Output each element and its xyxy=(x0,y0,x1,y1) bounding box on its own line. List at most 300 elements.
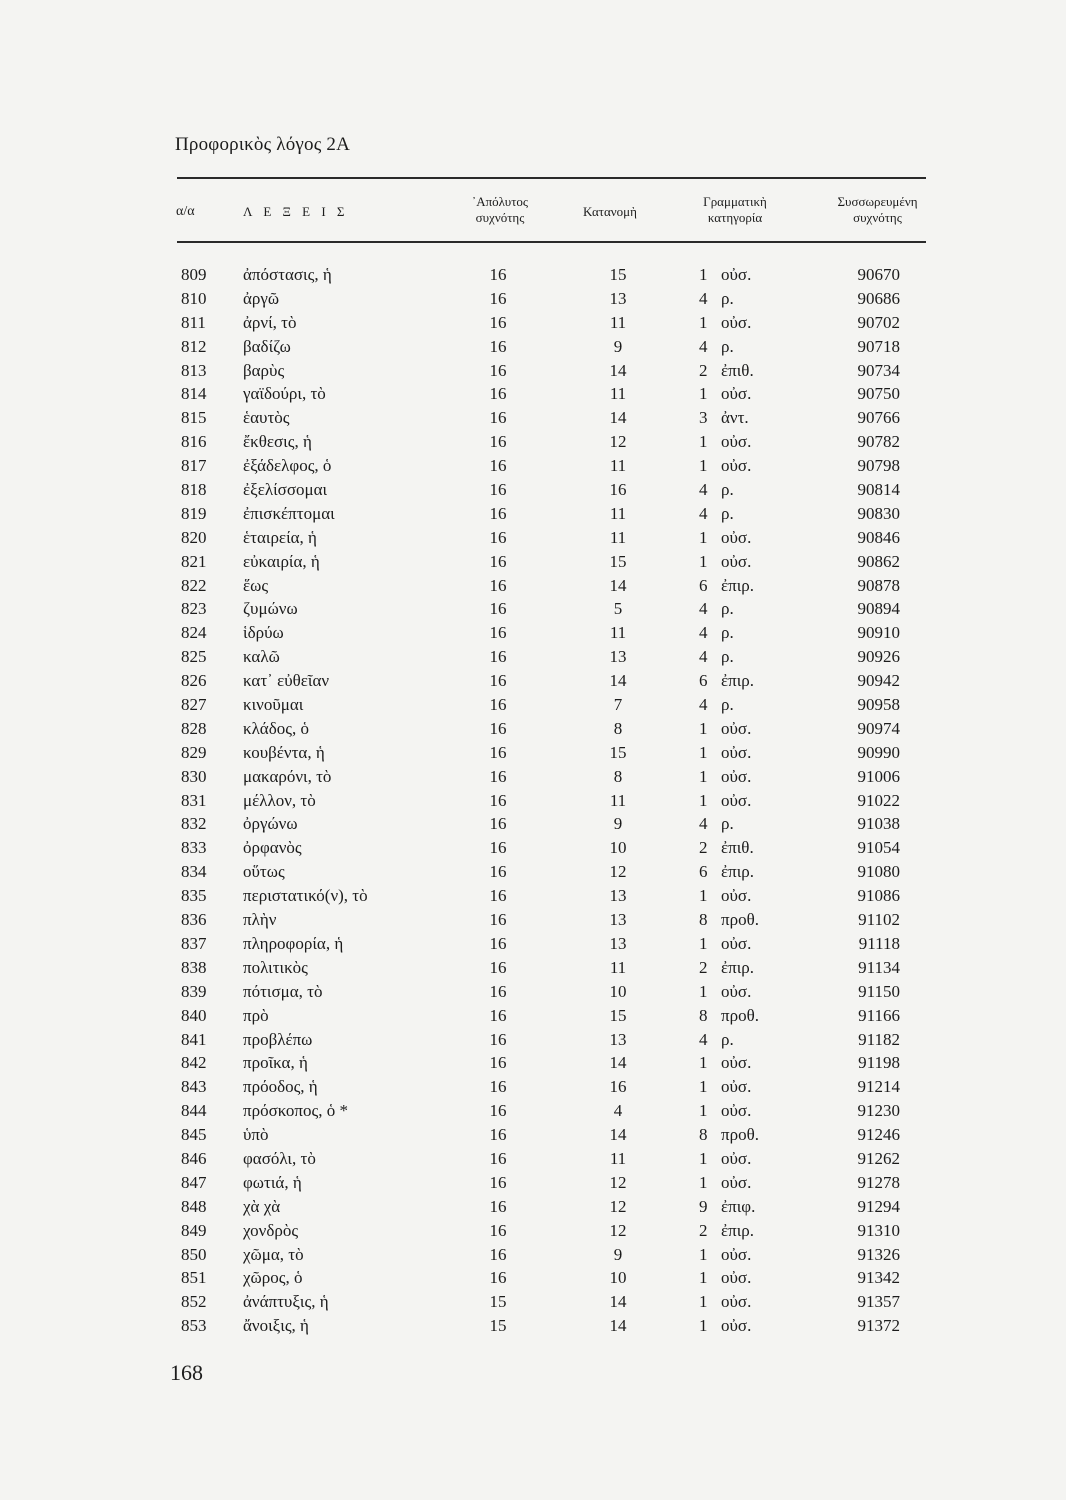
row-word: πρόσκοπος, ὁ * xyxy=(243,1101,348,1121)
table-row xyxy=(0,1147,1066,1171)
row-category: οὐσ. xyxy=(721,1148,752,1168)
row-category-code: 1 xyxy=(699,1316,708,1336)
row-category: προθ. xyxy=(721,1005,759,1025)
top-rule xyxy=(177,177,926,179)
column-header-words: Λ Ε Ξ Ε Ι Σ xyxy=(243,204,349,219)
row-word: ἔκθεσις, ἡ xyxy=(243,432,312,452)
row-cumulative-frequency: 90766 xyxy=(857,408,900,428)
row-cumulative-frequency: 91198 xyxy=(858,1053,900,1073)
row-absolute-frequency: 15 xyxy=(489,1316,507,1336)
row-cumulative-frequency: 90686 xyxy=(857,288,900,308)
row-cumulative-frequency: 90670 xyxy=(857,265,900,284)
row-absolute-frequency: 16 xyxy=(489,575,507,595)
row-cumulative-frequency: 91150 xyxy=(858,981,900,1001)
table-row xyxy=(0,693,1066,717)
table-row xyxy=(0,597,1066,621)
row-word: εὐκαιρία, ἡ xyxy=(243,551,320,571)
row-absolute-frequency: 16 xyxy=(489,336,507,356)
row-category: ρ. xyxy=(721,623,734,643)
row-index: 810 xyxy=(181,288,207,308)
row-distribution: 15 xyxy=(609,742,627,762)
table-row xyxy=(0,550,1066,574)
row-index: 838 xyxy=(181,957,207,977)
row-distribution: 14 xyxy=(609,360,627,380)
row-distribution: 11 xyxy=(609,1148,627,1168)
row-index: 842 xyxy=(181,1053,207,1073)
row-category-code: 4 xyxy=(699,480,708,500)
row-cumulative-frequency: 91278 xyxy=(857,1172,900,1192)
row-index: 817 xyxy=(181,456,207,476)
table-row xyxy=(0,1123,1066,1147)
row-absolute-frequency: 16 xyxy=(489,695,507,715)
row-index: 816 xyxy=(181,432,207,452)
column-header-absolute-frequency xyxy=(440,194,560,226)
row-distribution: 11 xyxy=(609,312,627,332)
row-distribution: 11 xyxy=(609,384,627,404)
row-distribution: 13 xyxy=(609,886,627,906)
row-category-code: 1 xyxy=(699,1292,708,1312)
row-category: οὐσ. xyxy=(721,432,752,452)
row-cumulative-frequency: 91102 xyxy=(858,910,900,930)
row-cumulative-frequency: 90734 xyxy=(857,360,900,380)
row-cumulative-frequency: 90878 xyxy=(857,575,900,595)
row-category: οὐσ. xyxy=(721,766,752,786)
table-row xyxy=(0,287,1066,311)
row-distribution: 12 xyxy=(609,1196,627,1216)
row-absolute-frequency: 16 xyxy=(489,766,507,786)
row-category: οὐσ. xyxy=(721,1268,752,1288)
row-word: χονδρὸς xyxy=(243,1220,299,1240)
row-word: κλάδος, ὁ xyxy=(243,718,309,738)
row-cumulative-frequency: 90846 xyxy=(857,527,900,547)
row-category: ρ. xyxy=(721,814,734,834)
row-distribution: 11 xyxy=(609,957,627,977)
row-index: 846 xyxy=(181,1148,207,1168)
row-cumulative-frequency: 91310 xyxy=(857,1220,900,1240)
table-row xyxy=(0,263,1066,287)
row-category-code: 1 xyxy=(699,766,708,786)
table-row xyxy=(0,836,1066,860)
row-cumulative-frequency: 91054 xyxy=(857,838,900,858)
row-category: προθ. xyxy=(721,910,759,930)
row-cumulative-frequency: 91006 xyxy=(857,766,900,786)
row-index: 831 xyxy=(181,790,207,810)
row-absolute-frequency: 16 xyxy=(489,814,507,834)
row-index: 853 xyxy=(181,1316,207,1336)
row-distribution: 5 xyxy=(613,599,623,619)
row-distribution: 8 xyxy=(613,766,623,786)
row-index: 839 xyxy=(181,981,207,1001)
row-absolute-frequency: 16 xyxy=(489,671,507,691)
row-category-code: 4 xyxy=(699,814,708,834)
row-word: κουβέντα, ἡ xyxy=(243,742,325,762)
row-absolute-frequency: 16 xyxy=(489,360,507,380)
table-row xyxy=(0,1051,1066,1075)
row-index: 830 xyxy=(181,766,207,786)
row-category-code: 4 xyxy=(699,695,708,715)
row-category-code: 1 xyxy=(699,1077,708,1097)
row-absolute-frequency: 16 xyxy=(489,1268,507,1288)
frequency-table-body xyxy=(0,263,1066,1338)
table-row xyxy=(0,908,1066,932)
row-cumulative-frequency: 91118 xyxy=(858,933,900,953)
row-index: 824 xyxy=(181,623,207,643)
column-header-cumulative-frequency xyxy=(815,194,940,226)
row-word: ἀπόστασις, ἡ xyxy=(243,265,332,284)
row-word: πρόοδος, ἡ xyxy=(243,1077,318,1097)
row-category-code: 6 xyxy=(699,575,708,595)
row-word: περιστατικό(ν), τὸ xyxy=(243,886,368,906)
row-cumulative-frequency: 91038 xyxy=(857,814,900,834)
row-absolute-frequency: 16 xyxy=(489,1172,507,1192)
row-index: 835 xyxy=(181,886,207,906)
row-category-code: 1 xyxy=(699,790,708,810)
table-row xyxy=(0,574,1066,598)
row-cumulative-frequency: 91214 xyxy=(857,1077,900,1097)
row-category-code: 1 xyxy=(699,933,708,953)
row-index: 825 xyxy=(181,647,207,667)
row-category-code: 1 xyxy=(699,265,708,284)
row-category: οὐσ. xyxy=(721,1244,752,1264)
row-category: ἐπιφ. xyxy=(721,1196,756,1216)
row-category: οὐσ. xyxy=(721,456,752,476)
row-category: ρ. xyxy=(721,647,734,667)
row-cumulative-frequency: 90958 xyxy=(857,695,900,715)
column-header-grammatical-category xyxy=(670,194,800,226)
row-word: ἐπισκέπτομαι xyxy=(243,503,335,523)
row-cumulative-frequency: 91294 xyxy=(857,1196,900,1216)
table-row xyxy=(0,1195,1066,1219)
row-distribution: 12 xyxy=(609,1220,627,1240)
row-word: ἀνάπτυξις, ἡ xyxy=(243,1292,329,1312)
row-word: χὰ χὰ xyxy=(243,1196,281,1216)
row-category: οὐσ. xyxy=(721,1292,752,1312)
row-absolute-frequency: 16 xyxy=(489,503,507,523)
row-category-code: 4 xyxy=(699,288,708,308)
row-distribution: 14 xyxy=(609,1316,627,1336)
row-distribution: 10 xyxy=(609,1268,627,1288)
row-distribution: 13 xyxy=(609,647,627,667)
row-absolute-frequency: 16 xyxy=(489,718,507,738)
row-category: προθ. xyxy=(721,1125,759,1145)
row-absolute-frequency: 16 xyxy=(489,1196,507,1216)
row-index: 815 xyxy=(181,408,207,428)
column-header-grammatical-line1: Γραμματικὴ xyxy=(703,194,767,209)
row-distribution: 11 xyxy=(609,527,627,547)
row-category: οὐσ. xyxy=(721,265,752,284)
row-absolute-frequency: 16 xyxy=(489,265,507,284)
row-distribution: 12 xyxy=(609,1172,627,1192)
row-category-code: 2 xyxy=(699,1220,708,1240)
row-category: οὐσ. xyxy=(721,1172,752,1192)
row-category-code: 8 xyxy=(699,1005,708,1025)
row-distribution: 13 xyxy=(609,933,627,953)
row-absolute-frequency: 16 xyxy=(489,957,507,977)
row-category: οὐσ. xyxy=(721,1077,752,1097)
row-cumulative-frequency: 90974 xyxy=(857,718,900,738)
table-row xyxy=(0,406,1066,430)
row-cumulative-frequency: 90926 xyxy=(857,647,900,667)
row-distribution: 11 xyxy=(609,623,627,643)
row-index: 822 xyxy=(181,575,207,595)
table-row xyxy=(0,1219,1066,1243)
row-absolute-frequency: 16 xyxy=(489,1244,507,1264)
row-index: 811 xyxy=(181,312,206,332)
row-distribution: 12 xyxy=(609,862,627,882)
row-index: 844 xyxy=(181,1101,207,1121)
row-distribution: 9 xyxy=(613,1244,623,1264)
column-header-absolute-line2: συχνότης xyxy=(475,210,525,225)
row-distribution: 16 xyxy=(609,480,627,500)
row-cumulative-frequency: 90750 xyxy=(857,384,900,404)
row-category-code: 4 xyxy=(699,647,708,667)
row-word: βαδίζω xyxy=(243,336,291,356)
row-index: 823 xyxy=(181,599,207,619)
row-category: ἐπιρ. xyxy=(721,957,755,977)
row-category-code: 2 xyxy=(699,360,708,380)
row-absolute-frequency: 16 xyxy=(489,742,507,762)
table-row xyxy=(0,1075,1066,1099)
table-row xyxy=(0,1171,1066,1195)
row-index: 820 xyxy=(181,527,207,547)
row-category-code: 1 xyxy=(699,1148,708,1168)
row-word: χῶρος, ὁ xyxy=(243,1268,303,1288)
row-category-code: 4 xyxy=(699,336,708,356)
row-category-code: 1 xyxy=(699,1053,708,1073)
row-word: μέλλον, τὸ xyxy=(243,790,316,810)
row-index: 849 xyxy=(181,1220,207,1240)
row-index: 843 xyxy=(181,1077,207,1097)
row-category-code: 1 xyxy=(699,1268,708,1288)
row-absolute-frequency: 16 xyxy=(489,647,507,667)
table-row xyxy=(0,645,1066,669)
row-category: ἐπιρ. xyxy=(721,671,755,691)
row-absolute-frequency: 16 xyxy=(489,838,507,858)
row-distribution: 11 xyxy=(609,790,627,810)
row-distribution: 15 xyxy=(609,551,627,571)
row-category-code: 6 xyxy=(699,671,708,691)
table-row xyxy=(0,789,1066,813)
table-row xyxy=(0,526,1066,550)
table-row xyxy=(0,430,1066,454)
row-distribution: 14 xyxy=(609,408,627,428)
row-distribution: 13 xyxy=(609,288,627,308)
row-category: ρ. xyxy=(721,695,734,715)
row-index: 813 xyxy=(181,360,207,380)
row-word: πολιτικὸς xyxy=(243,957,308,977)
row-cumulative-frequency: 91326 xyxy=(857,1244,900,1264)
row-category: οὐσ. xyxy=(721,1053,752,1073)
row-cumulative-frequency: 90702 xyxy=(857,312,900,332)
row-absolute-frequency: 16 xyxy=(489,862,507,882)
row-word: πρὸ xyxy=(243,1005,269,1025)
row-category-code: 1 xyxy=(699,384,708,404)
row-distribution: 12 xyxy=(609,432,627,452)
row-word: ἐξάδελφος, ὁ xyxy=(243,456,332,476)
row-word: καλῶ xyxy=(243,647,280,667)
row-absolute-frequency: 16 xyxy=(489,1125,507,1145)
row-absolute-frequency: 16 xyxy=(489,456,507,476)
row-absolute-frequency: 16 xyxy=(489,1005,507,1025)
row-cumulative-frequency: 90894 xyxy=(857,599,900,619)
row-word: πλὴν xyxy=(243,910,277,930)
table-row xyxy=(0,812,1066,836)
row-category-code: 1 xyxy=(699,886,708,906)
row-category: οὐσ. xyxy=(721,790,752,810)
row-absolute-frequency: 16 xyxy=(489,933,507,953)
row-absolute-frequency: 16 xyxy=(489,599,507,619)
row-distribution: 10 xyxy=(609,838,627,858)
table-row xyxy=(0,1314,1066,1338)
row-index: 840 xyxy=(181,1005,207,1025)
row-category: ἐπιθ. xyxy=(721,838,754,858)
row-category-code: 1 xyxy=(699,527,708,547)
row-absolute-frequency: 16 xyxy=(489,623,507,643)
row-word: οὕτως xyxy=(243,862,285,882)
row-category: ρ. xyxy=(721,480,734,500)
row-absolute-frequency: 16 xyxy=(489,1077,507,1097)
row-absolute-frequency: 16 xyxy=(489,1220,507,1240)
row-cumulative-frequency: 91246 xyxy=(857,1125,900,1145)
row-absolute-frequency: 16 xyxy=(489,1029,507,1049)
row-word: πότισμα, τὸ xyxy=(243,981,323,1001)
table-row xyxy=(0,478,1066,502)
row-distribution: 13 xyxy=(609,910,627,930)
row-cumulative-frequency: 91182 xyxy=(858,1029,900,1049)
row-index: 836 xyxy=(181,910,207,930)
table-row xyxy=(0,454,1066,478)
row-category: ἐπιθ. xyxy=(721,360,754,380)
row-category: οὐσ. xyxy=(721,384,752,404)
table-row xyxy=(0,669,1066,693)
row-cumulative-frequency: 91022 xyxy=(857,790,900,810)
row-distribution: 15 xyxy=(609,1005,627,1025)
row-category-code: 4 xyxy=(699,623,708,643)
row-index: 841 xyxy=(181,1029,207,1049)
row-word: ζυμώνω xyxy=(243,599,298,619)
row-category-code: 1 xyxy=(699,551,708,571)
row-index: 809 xyxy=(181,265,207,284)
row-cumulative-frequency: 91166 xyxy=(858,1005,900,1025)
row-absolute-frequency: 16 xyxy=(489,790,507,810)
row-category-code: 1 xyxy=(699,312,708,332)
row-distribution: 4 xyxy=(613,1101,623,1121)
row-word: γαϊδούρι, τὸ xyxy=(243,384,326,404)
row-category-code: 1 xyxy=(699,456,708,476)
row-index: 814 xyxy=(181,384,207,404)
table-row xyxy=(0,765,1066,789)
table-row xyxy=(0,1028,1066,1052)
row-index: 832 xyxy=(181,814,207,834)
row-word: ἐξελίσσομαι xyxy=(243,480,328,500)
row-distribution: 11 xyxy=(609,456,627,476)
row-category: οὐσ. xyxy=(721,527,752,547)
table-row xyxy=(0,382,1066,406)
row-category-code: 1 xyxy=(699,742,708,762)
row-cumulative-frequency: 90718 xyxy=(857,336,900,356)
row-category: ἀντ. xyxy=(721,408,749,428)
row-absolute-frequency: 16 xyxy=(489,910,507,930)
row-index: 848 xyxy=(181,1196,207,1216)
table-row xyxy=(0,1099,1066,1123)
row-distribution: 9 xyxy=(613,336,623,356)
row-distribution: 14 xyxy=(609,1125,627,1145)
row-word: προῖκα, ἡ xyxy=(243,1053,308,1073)
row-word: ἀργῶ xyxy=(243,288,280,308)
table-row xyxy=(0,1004,1066,1028)
row-word: βαρὺς xyxy=(243,360,285,380)
row-word: ἑταιρεία, ἡ xyxy=(243,527,317,547)
row-distribution: 13 xyxy=(609,1029,627,1049)
table-row xyxy=(0,956,1066,980)
row-category-code: 9 xyxy=(699,1196,708,1216)
column-header-distribution: Κατανομὴ xyxy=(583,204,637,219)
row-cumulative-frequency: 91262 xyxy=(857,1148,900,1168)
row-cumulative-frequency: 90910 xyxy=(857,623,900,643)
row-cumulative-frequency: 91230 xyxy=(857,1101,900,1121)
table-row xyxy=(0,717,1066,741)
row-absolute-frequency: 16 xyxy=(489,527,507,547)
row-absolute-frequency: 16 xyxy=(489,1101,507,1121)
row-category: ἐπιρ. xyxy=(721,862,755,882)
row-category: οὐσ. xyxy=(721,981,752,1001)
row-category-code: 4 xyxy=(699,503,708,523)
row-category: οὐσ. xyxy=(721,1316,752,1336)
row-index: 819 xyxy=(181,503,207,523)
row-index: 837 xyxy=(181,933,207,953)
row-category: οὐσ. xyxy=(721,1101,752,1121)
row-word: ὀρφανὸς xyxy=(243,838,302,858)
row-distribution: 11 xyxy=(609,503,627,523)
row-category: οὐσ. xyxy=(721,551,752,571)
row-absolute-frequency: 16 xyxy=(489,981,507,1001)
row-index: 818 xyxy=(181,480,207,500)
row-category: οὐσ. xyxy=(721,312,752,332)
row-category: οὐσ. xyxy=(721,742,752,762)
table-row xyxy=(0,884,1066,908)
header-rule xyxy=(177,241,926,243)
row-distribution: 10 xyxy=(609,981,627,1001)
row-distribution: 16 xyxy=(609,1077,627,1097)
column-header-index: α/α xyxy=(176,204,195,219)
row-word: πληροφορία, ἡ xyxy=(243,933,344,953)
row-word: μακαρόνι, τὸ xyxy=(243,766,332,786)
row-category: ρ. xyxy=(721,288,734,308)
row-word: κατ᾿ εὐθεῖαν xyxy=(243,671,330,691)
row-index: 826 xyxy=(181,671,207,691)
row-distribution: 7 xyxy=(613,695,623,715)
row-word: ἱδρύω xyxy=(243,623,284,643)
row-absolute-frequency: 16 xyxy=(489,1148,507,1168)
table-row xyxy=(0,359,1066,383)
row-category-code: 4 xyxy=(699,599,708,619)
row-cumulative-frequency: 90990 xyxy=(857,742,900,762)
row-cumulative-frequency: 90782 xyxy=(857,432,900,452)
row-category: ρ. xyxy=(721,503,734,523)
row-cumulative-frequency: 90798 xyxy=(857,456,900,476)
row-category-code: 3 xyxy=(699,408,708,428)
table-row xyxy=(0,980,1066,1004)
row-category: ρ. xyxy=(721,599,734,619)
row-distribution: 8 xyxy=(613,718,623,738)
row-distribution: 14 xyxy=(609,1053,627,1073)
row-index: 827 xyxy=(181,695,207,715)
row-absolute-frequency: 16 xyxy=(489,408,507,428)
row-word: ἄνοιξις, ἡ xyxy=(243,1316,309,1336)
table-row xyxy=(0,1243,1066,1267)
row-word: φασόλι, τὸ xyxy=(243,1148,316,1168)
row-category: ἐπιρ. xyxy=(721,1220,755,1240)
